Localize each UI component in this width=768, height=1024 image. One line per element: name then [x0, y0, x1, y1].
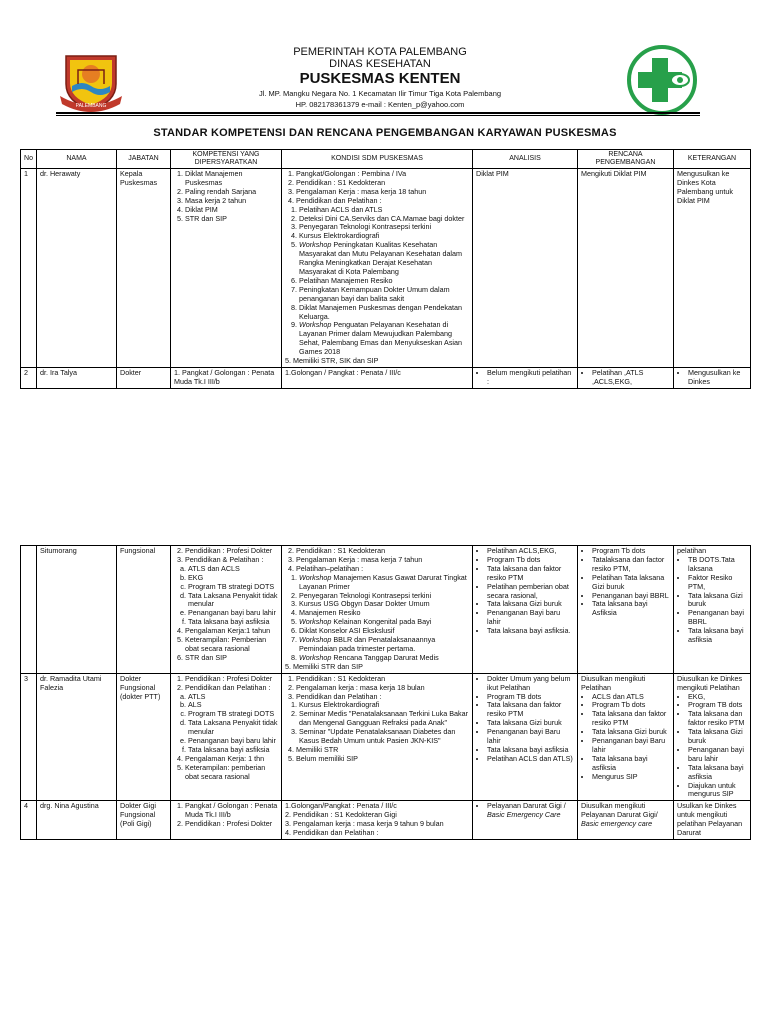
cell-keterangan	[674, 367, 751, 388]
letterhead-text	[150, 46, 610, 110]
item-text: Diklat Manajemen Puskesmas dengan Pendekatan Keluarga.	[299, 302, 463, 321]
list-item: 3. Pengalaman kerja : masa kerja 9 tahun 9 bulan	[285, 819, 444, 829]
list-item: 1. Pangkat/Golongan : Pembina / IVa	[296, 170, 469, 179]
list-item: • Program Tb dots	[592, 547, 670, 556]
list-item: 5. Memiliki STR dan SIP	[285, 661, 363, 671]
competency-table-page-2	[20, 545, 751, 840]
item-text: Kursus USG Obgyn Dasar Dokter Umum	[299, 599, 430, 609]
agency-name: DINAS KESEHATAN	[329, 58, 431, 70]
competency-table-page-1	[20, 149, 751, 389]
table-row	[21, 673, 751, 801]
item-text: Pelayanan Darurat Gigi /	[487, 801, 566, 811]
item-text: Deteksi Dini CA.Serviks dan CA.Mamae bagi dokter	[299, 213, 465, 223]
list-item: e. Penanganan bayi baru lahir	[188, 609, 278, 618]
list-item: • TB DOTS.Tata laksana	[688, 556, 747, 574]
list-item: b. EKG	[188, 574, 278, 583]
table-row	[21, 546, 751, 674]
item-text: BBLR dan Penatalaksanaannya Pemindaian pada trimester pertama.	[299, 635, 436, 653]
list-item: 4. Pelatihan–pelatihan :	[296, 565, 469, 574]
cell-rencana: Mengikuti Diklat PIM	[578, 169, 674, 368]
contact-info: HP. 082178361379 e-mail : Kenten_p@yahoo.com	[295, 100, 465, 109]
list-item: • Pelatihan Tata laksana Gizi buruk	[592, 574, 670, 592]
list-item: • Tata laksana Gizi buruk	[487, 719, 574, 728]
item-text: Diusulkan ke Dinkes mengikuti Pelatihan	[677, 673, 743, 692]
list-item: 4. Memiliki STR	[296, 746, 469, 755]
list-item: 4. Pengalaman Kerja:1 tahun	[185, 627, 278, 636]
item-text: Manajemen Kasus Gawat Darurat Tingkat Layanan Primer	[299, 572, 467, 591]
list-item: 1. Pangkat / Golongan : Penata Muda Tk.I III/b	[185, 802, 278, 820]
cell-nama: dr. Ira Talya	[37, 367, 117, 388]
list-item: 3. Pendidikan dan Pelatihan :	[296, 693, 469, 702]
col-header-rencana: RENCANA PENGEMBANGAN	[578, 150, 674, 169]
cell-jabatan: Dokter	[117, 367, 171, 388]
list-item: • Tata laksana dan faktor resiko PTM	[592, 710, 670, 728]
list-item: • Penanganan bayi baru lahir	[688, 746, 747, 764]
list-item: d. Tata Laksana Penyakit tidak menular	[188, 719, 278, 737]
item-text: Penguatan Pelayanan Kesehatan di Layanan Primer dalam Mewujudkan Palembang Sehat, Palembang Emas dan Menyukseskan Asian Games 2018	[299, 320, 463, 357]
list-item: • Tata laksana bayi asfiksia.	[487, 627, 574, 636]
list-item: • Tata laksana bayi asfiksia	[592, 755, 670, 773]
list-item: 3. Pengalaman Kerja : masa kerja 18 tahun	[296, 188, 469, 197]
list-item: 1. Pendidikan : S1 Kedokteran	[296, 675, 469, 684]
cell-kondisi	[282, 801, 473, 840]
item-text: Pelatihan Manajemen Resiko	[299, 275, 393, 285]
cell-rencana	[578, 801, 674, 840]
list-item: 5. Memiliki STR, SIK dan SIP	[285, 356, 379, 366]
item-text: Manajemen Resiko	[299, 608, 361, 618]
cell-keterangan	[674, 546, 751, 674]
list-item: • Program TB dots	[688, 701, 747, 710]
list-item: • Program TB dots	[487, 693, 574, 702]
list-item: 4. Pendidikan dan Pelatihan :	[296, 197, 469, 206]
list-item: 1.Golongan/Pangkat : Penata / III/c	[285, 801, 397, 811]
item-italic: Basic emergency care	[581, 819, 653, 829]
list-item: 2. Pendidikan dan Pelatihan :	[185, 684, 278, 693]
list-item: • Penanganan bayi Baru lahir	[592, 737, 670, 755]
table-row	[21, 367, 751, 388]
cell-kompetensi	[171, 673, 282, 801]
cell-rencana	[578, 546, 674, 674]
list-item: 4. Pengalaman Kerja: 1 thn	[185, 755, 278, 764]
cell-nama: dr. Ramadita Utami Falezia	[37, 673, 117, 801]
list-item: • Tata laksana dan faktor resiko PTM	[688, 710, 747, 728]
cell-jabatan: Kepala Puskesmas	[117, 169, 171, 368]
list-item: • Penanganan bayi Baru lahir	[487, 728, 574, 746]
list-item: • Tata laksana dan faktor resiko PTM	[487, 701, 574, 719]
table-row	[21, 169, 751, 368]
list-item: • EKG,	[688, 693, 747, 702]
address: Jl. MP. Mangku Negara No. 1 Kecamatan Ilir Timur Tiga Kota Palembang	[258, 89, 502, 98]
item-text: Peningkatan Kemampuan Dokter Umum dalam penanganan bayi dan balita sakit	[299, 284, 450, 303]
list-item: 5. STR dan SIP	[185, 215, 278, 224]
cell-kompetensi	[171, 169, 282, 368]
letterhead-rule-thick	[56, 112, 700, 114]
list-item: 4. Pendidikan dan Pelatihan :	[285, 828, 379, 838]
cell-kondisi	[282, 673, 473, 801]
list-item: • Diajukan untuk mengurus SIP	[688, 782, 747, 800]
list-item: f. Tata laksana bayi asfiksia	[188, 746, 278, 755]
list-item: 2. Pendidikan : Profesi Dokter	[185, 547, 278, 556]
list-item: • Tata laksana dan faktor resiko PTM	[487, 565, 574, 583]
list-item: 3. Masa kerja 2 tahun	[185, 197, 278, 206]
cell-jabatan: Dokter Fungsional (dokter PTT)	[117, 673, 171, 801]
cell-analisis	[473, 367, 578, 388]
list-item: • Pelatihan ACLS dan ATLS)	[487, 755, 574, 764]
list-item	[487, 802, 574, 820]
item-text: Diusulkan mengikuti Pelatihan	[581, 673, 646, 692]
list-item: e. Penanganan bayi baru lahir	[188, 737, 278, 746]
cell-kondisi	[282, 169, 473, 368]
item-italic: Basic Emergency Care	[487, 810, 561, 820]
list-item: 5. Keterampilan: Pemberian obat secara rasional	[185, 636, 278, 654]
list-item: • Tata laksana Gizi buruk	[487, 600, 574, 609]
list-item: • Tata laksana bayi Asfiksia	[592, 600, 670, 618]
cell-analisis: Diklat PIM	[473, 169, 578, 368]
cell-jabatan: Fungsional	[117, 546, 171, 674]
list-item: • Tata laksana bayi asfiksia	[688, 627, 747, 645]
government-name: PEMERINTAH KOTA PALEMBANG	[293, 46, 467, 58]
cell-kompetensi	[171, 801, 282, 840]
list-item: 2. Pendidikan : S1 Kedokteran Gigi	[285, 810, 397, 820]
list-item: • Tata laksana Gizi buruk	[688, 728, 747, 746]
list-item: • Tata laksana Gizi buruk	[688, 592, 747, 610]
list-item: 1. Kursus Elektrokardiografi	[299, 701, 469, 710]
list-item: 3. Pendidikan & Pelatihan :	[185, 556, 278, 565]
list-item: • Mengusulkan ke Dinkes	[688, 369, 747, 387]
cell-jabatan: Dokter Gigi Fungsional (Poli Gigi)	[117, 801, 171, 840]
item-text: Diusulkan mengikuti Pelayanan Darurat Gigi/	[581, 801, 658, 820]
cell-analisis	[473, 801, 578, 840]
list-item: c. Program TB strategi DOTS	[188, 583, 278, 592]
item-text: Pelatihan ACLS dan ATLS	[299, 204, 383, 214]
item-text: Penyegaran Teknologi Kontrasepsi terkini	[299, 590, 432, 600]
col-header-nama: NAMA	[37, 150, 117, 169]
list-item: • Penanganan bayi BBRL	[592, 592, 670, 601]
list-item: • Pelatihan ACLS,EKG,	[487, 547, 574, 556]
cell-analisis	[473, 673, 578, 801]
list-item	[299, 321, 469, 357]
list-item: 2. Pendidikan : S1 Kedokteran	[296, 179, 469, 188]
table-row	[21, 801, 751, 840]
cell-no: 1	[21, 169, 37, 368]
cell-kondisi: 1.Golongan / Pangkat : Penata / III/c	[282, 367, 473, 388]
emblem-banner-text: PALEMBANG	[75, 103, 107, 109]
list-item: 5. Belum memiliki SIP	[296, 755, 469, 764]
cell-kompetensi: 1. Pangkat / Golongan : Penata Muda Tk.I III/b	[171, 367, 282, 388]
cell-rencana	[578, 673, 674, 801]
list-item: 3. Seminar "Update Penatalaksanaan Diabetes dan Kasus Bedah Umum untuk Pasien JKN-KIS"	[299, 728, 469, 746]
list-item	[299, 636, 469, 654]
list-item: f. Tata laksana bayi asfiksia	[188, 618, 278, 627]
item-text: Peningkatan Kualitas Kesehatan Masyarakat dan Mutu Pelayanan Kesehatan dalam Rangka Meningkatkan Derajat Kesehatan Masyarakat di Kota Palembang	[299, 240, 463, 276]
col-header-kondisi: KONDISI SDM PUSKESMAS	[282, 150, 473, 169]
list-item: 6. STR dan SIP	[185, 654, 278, 663]
list-item	[299, 574, 469, 592]
item-italic: Workshop	[299, 652, 332, 662]
list-item	[299, 241, 469, 277]
list-item: 1. Pendidikan : Profesi Dokter	[185, 675, 278, 684]
puskesmas-name: PUSKESMAS KENTEN	[299, 70, 461, 87]
list-item: b. ALS	[188, 701, 278, 710]
list-item: 5. Keterampilan: pemberian obat secara rasional	[185, 764, 278, 782]
list-item: • Tata laksana Gizi buruk	[592, 728, 670, 737]
item-italic: Workshop	[299, 240, 332, 250]
col-header-analisis: ANALISIS	[473, 150, 578, 169]
cell-kondisi	[282, 546, 473, 674]
list-item: • Tatalaksana dan factor resiko PTM,	[592, 556, 670, 574]
cell-rencana	[578, 367, 674, 388]
cell-analisis	[473, 546, 578, 674]
list-item: • Dokter Umum yang belum ikut Pelatihan	[487, 675, 574, 693]
item-text: pelatihan	[677, 546, 707, 555]
document-title: STANDAR KOMPETENSI DAN RENCANA PENGEMBANGAN KARYAWAN PUSKESMAS	[153, 127, 617, 139]
col-header-kompetensi: KOMPETENSI YANG DIPERSYARATKAN	[171, 150, 282, 169]
cell-keterangan	[674, 673, 751, 801]
puskesmas-logo-icon	[626, 44, 698, 116]
item-text: Penyegaran Teknologi Kontrasepsi terkini	[299, 222, 432, 232]
list-item: 2. Pengalaman kerja : masa kerja 18 bulan	[296, 684, 469, 693]
list-item: • Penanganan bayi BBRL	[688, 609, 747, 627]
palembang-city-emblem-icon	[56, 44, 126, 114]
list-item: 2. Pendidikan : Profesi Dokter	[185, 820, 278, 829]
list-item: • Pelatihan ,ATLS ,ACLS,EKG,	[592, 369, 670, 387]
list-item: • Pelatihan pemberian obat secara rasional,	[487, 583, 574, 601]
item-text: Kelainan Kongenital pada Bayi	[331, 617, 432, 627]
list-item: • Mengurus SIP	[592, 773, 670, 782]
cell-keterangan: Usulkan ke Dinkes untuk mengikuti pelatihan Pelayanan Darurat	[674, 801, 751, 840]
cell-kompetensi	[171, 546, 282, 674]
cell-no	[21, 546, 37, 674]
list-item	[299, 286, 469, 304]
item-italic: Workshop	[299, 320, 332, 330]
list-item	[299, 304, 469, 322]
cell-no: 2	[21, 367, 37, 388]
col-header-keterangan: KETERANGAN	[674, 150, 751, 169]
list-item: 2. Seminar Medis "Penatalaksanaan Terkini Luka Bakar dan Mengenal Gangguan Refraksi pada Anak"	[299, 710, 469, 728]
item-text: Rencana Tanggap Darurat Medis	[331, 652, 439, 662]
list-item: c. Program TB strategi DOTS	[188, 710, 278, 719]
list-item: • Program Tb dots	[487, 556, 574, 565]
list-item: • Belum mengikuti pelatihan :	[487, 369, 574, 387]
cell-nama: dr. Herawaty	[37, 169, 117, 368]
list-item: d. Tata Laksana Penyakit tidak menular	[188, 592, 278, 610]
item-text: Diklat Konselor ASI Ekskslusif	[299, 626, 395, 636]
list-item: • Program Tb dots	[592, 701, 670, 710]
list-item: a. ATLS	[188, 693, 278, 702]
col-header-no: No	[21, 150, 37, 169]
cell-no: 3	[21, 673, 37, 801]
item-italic: Workshop	[299, 572, 332, 582]
cell-no: 4	[21, 801, 37, 840]
list-item: • Tata laksana bayi asfiksia	[688, 764, 747, 782]
list-item: 1. Diklat Manajemen Puskesmas	[185, 170, 278, 188]
list-item: • Penanganan Bayi baru lahir	[487, 609, 574, 627]
item-italic: Workshop	[299, 617, 332, 627]
list-item: 4. Diklat PIM	[185, 206, 278, 215]
item-italic: Workshop	[299, 635, 332, 645]
list-item: • Tata laksana bayi asfiksia	[487, 746, 574, 755]
list-item: a. ATLS dan ACLS	[188, 565, 278, 574]
cell-keterangan: Mengusulkan ke Dinkes Kota Palembang untuk Diklat PIM	[674, 169, 751, 368]
letterhead-rule-thin	[56, 115, 700, 116]
list-item: 3. Pengalaman Kerja : masa kerja 7 tahun	[296, 556, 469, 565]
list-item: 2. Pendidikan : S1 Kedokteran	[296, 547, 469, 556]
table-header-row	[21, 150, 751, 169]
cell-nama: drg. Nina Agustina	[37, 801, 117, 840]
cell-nama: Situmorang	[37, 546, 117, 674]
col-header-jabatan: JABATAN	[117, 150, 171, 169]
list-item: • Faktor Resiko PTM,	[688, 574, 747, 592]
item-text: Kursus Elektrokardiografi	[299, 231, 380, 241]
list-item: • ACLS dan ATLS	[592, 693, 670, 702]
list-item: 2. Paling rendah Sarjana	[185, 188, 278, 197]
